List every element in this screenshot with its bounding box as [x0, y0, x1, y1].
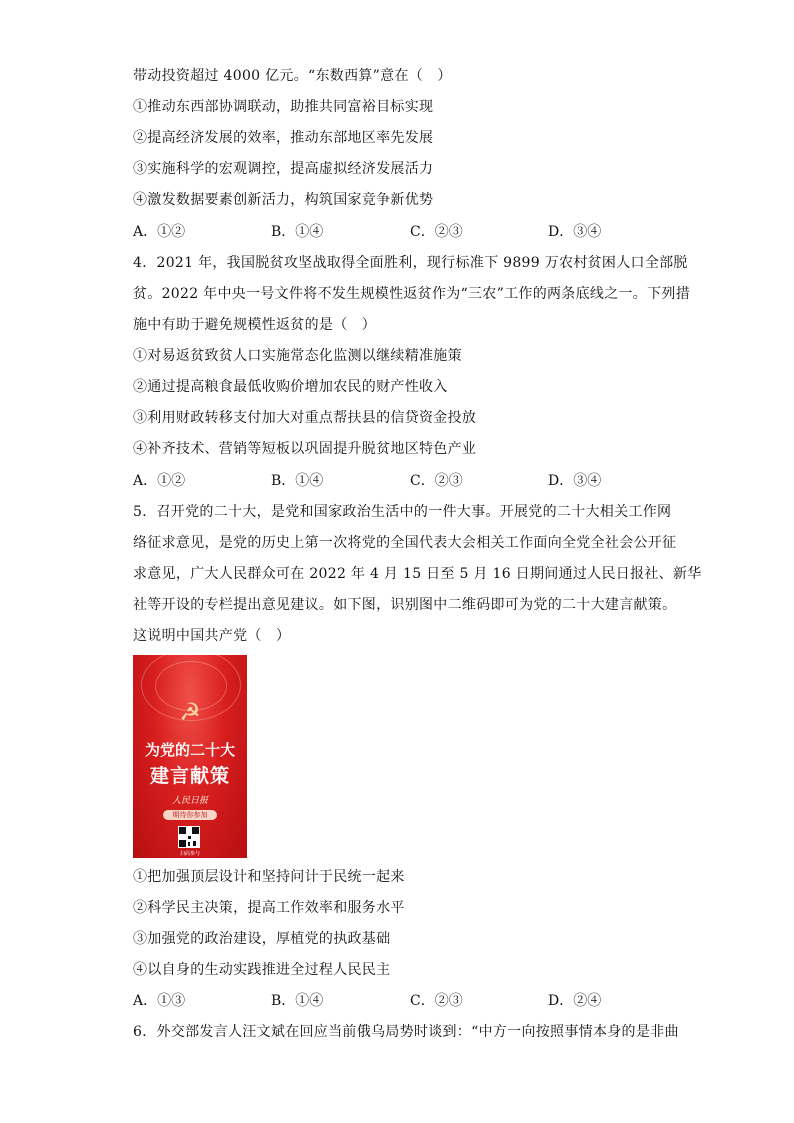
q5-options	[133, 991, 693, 1011]
q4-item-3: ③利用财政转移支付加大对重点帮扶县的信贷资金投放	[133, 410, 477, 426]
q3-item-3: ③实施科学的宏观调控，提高虚拟经济发展活力	[133, 161, 434, 177]
q4-item-4: ④补齐技术、营销等短板以巩固提升脱贫地区特色产业	[133, 441, 477, 457]
q4-item-1: ①对易返贫致贫人口实施常态化监测以继续精准施策	[133, 348, 462, 364]
poster-title-line-1: 为党的二十大	[144, 741, 235, 759]
q4-stem-line-1: 4．2021 年，我国脱贫攻坚战取得全面胜利，现行标准下 9899 万农村贫困人口全部脱	[133, 255, 688, 271]
poster-pill-label: 期待你参加	[163, 810, 217, 820]
q3-option-b[interactable]: B．①④	[271, 224, 324, 240]
q3-item-4: ④激发数据要素创新活力，构筑国家竞争新优势	[133, 192, 434, 208]
q5-stem-line-5: 这说明中国共产党（ ）	[133, 628, 291, 644]
q5-item-1: ①把加强顶层设计和坚持问计于民统一起来	[133, 869, 405, 885]
q5-item-2: ②科学民主决策，提高工作效率和服务水平	[133, 900, 405, 916]
q3-option-a[interactable]: A．①②	[133, 224, 186, 240]
q3-stem-tail: 带动投资超过 4000 亿元。“东数西算”意在（ ）	[133, 68, 452, 84]
q4-option-c[interactable]: C．②③	[410, 473, 463, 489]
q6-stem-head: 6．外交部发言人汪文斌在回应当前俄乌局势时谈到：“中方一向按照事情本身的是非曲	[133, 1024, 679, 1040]
qr-code-icon[interactable]	[178, 826, 200, 848]
q5-item-4: ④以自身的生动实践推进全过程人民民主	[133, 962, 391, 978]
q3-item-2: ②提高经济发展的效率，推动东部地区率先发展	[133, 130, 434, 146]
qr-caption: 扫码参与	[179, 851, 200, 857]
poster-brand-logo: 人民日报	[171, 796, 208, 806]
q5-stem-line-2: 络征求意见，是党的历史上第一次将党的全国代表大会相关工作面向全党全社会公开征	[133, 535, 677, 551]
q5-poster-image	[133, 655, 247, 858]
q5-stem-line-4: 社等开设的专栏提出意见建议。如下图，识别图中二维码即可为党的二十大建言献策。	[133, 597, 677, 613]
q4-option-d[interactable]: D．③④	[548, 473, 602, 489]
q5-option-d[interactable]: D．②④	[548, 993, 602, 1009]
q5-item-3: ③加强党的政治建设，厚植党的执政基础	[133, 931, 391, 947]
q3-item-1: ①推动东西部协调联动，助推共同富裕目标实现	[133, 99, 434, 115]
q5-option-b[interactable]: B．①④	[271, 993, 324, 1009]
q4-options	[133, 471, 693, 491]
q4-stem-line-3: 施中有助于避免规模性返贫的是（ ）	[133, 317, 377, 333]
q4-option-b[interactable]: B．①④	[271, 473, 324, 489]
q5-stem-line-3: 求意见，广大人民群众可在 2022 年 4 月 15 日至 5 月 16 日期间通过人民日报社、新华	[133, 566, 702, 582]
q4-stem-line-2: 贫。2022 年中央一号文件将不发生规模性返贫作为“三农”工作的两条底线之一。下列措	[133, 286, 690, 302]
party-emblem-icon: ☭	[179, 698, 201, 726]
q3-options	[133, 222, 693, 242]
q5-option-c[interactable]: C．②③	[410, 993, 463, 1009]
q5-option-a[interactable]: A．①③	[133, 993, 186, 1009]
q4-item-2: ②通过提高粮食最低收购价增加农民的财产性收入	[133, 379, 448, 395]
q5-stem-line-1: 5．召开党的二十大，是党和国家政治生活中的一件大事。开展党的二十大相关工作网	[133, 504, 672, 520]
q3-option-d[interactable]: D．③④	[548, 224, 602, 240]
q3-option-c[interactable]: C．②③	[410, 224, 463, 240]
poster-title-line-2: 建言献策	[149, 765, 230, 787]
q4-option-a[interactable]: A．①②	[133, 473, 186, 489]
